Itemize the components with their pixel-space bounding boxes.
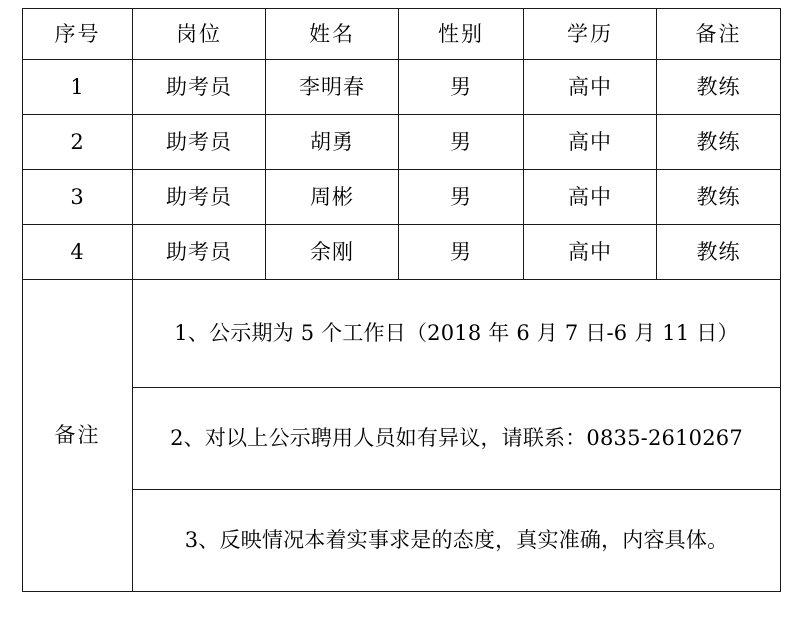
table-row (23, 115, 781, 170)
column-header-name: 姓名 (266, 9, 399, 60)
column-header-post: 岗位 (133, 9, 266, 60)
table-row (23, 60, 781, 115)
cell-note: 教练 (657, 115, 781, 170)
cell-post: 助考员 (133, 115, 266, 170)
cell-gender: 男 (399, 60, 524, 115)
table-header-row (23, 9, 781, 60)
cell-no: 1 (23, 60, 133, 115)
cell-gender: 男 (399, 115, 524, 170)
remark-item-2: 2、对以上公示聘用人员如有异议，请联系：0835-2610267 (133, 388, 781, 490)
cell-name: 余刚 (266, 225, 399, 280)
cell-note: 教练 (657, 60, 781, 115)
table-row (23, 225, 781, 280)
cell-post: 助考员 (133, 170, 266, 225)
cell-education: 高中 (524, 225, 657, 280)
cell-name: 李明春 (266, 60, 399, 115)
cell-education: 高中 (524, 60, 657, 115)
column-header-note: 备注 (657, 9, 781, 60)
cell-no: 4 (23, 225, 133, 280)
cell-gender: 男 (399, 225, 524, 280)
personnel-table (22, 8, 781, 592)
cell-no: 2 (23, 115, 133, 170)
cell-education: 高中 (524, 170, 657, 225)
cell-note: 教练 (657, 170, 781, 225)
column-header-gender: 性别 (399, 9, 524, 60)
cell-post: 助考员 (133, 60, 266, 115)
table-body (23, 60, 781, 592)
column-header-education: 学历 (524, 9, 657, 60)
cell-note: 教练 (657, 225, 781, 280)
remark-row (23, 388, 781, 490)
remark-label: 备注 (23, 280, 133, 592)
cell-no: 3 (23, 170, 133, 225)
remark-row (23, 280, 781, 388)
column-header-no: 序号 (23, 9, 133, 60)
cell-education: 高中 (524, 115, 657, 170)
table-header (23, 9, 781, 60)
remark-item-3: 3、反映情况本着实事求是的态度，真实准确，内容具体。 (133, 490, 781, 592)
cell-gender: 男 (399, 170, 524, 225)
table-row (23, 170, 781, 225)
remark-row (23, 490, 781, 592)
cell-name: 周彬 (266, 170, 399, 225)
cell-post: 助考员 (133, 225, 266, 280)
remark-item-1: 1、公示期为 5 个工作日（2018 年 6 月 7 日-6 月 11 日） (133, 280, 781, 388)
cell-name: 胡勇 (266, 115, 399, 170)
